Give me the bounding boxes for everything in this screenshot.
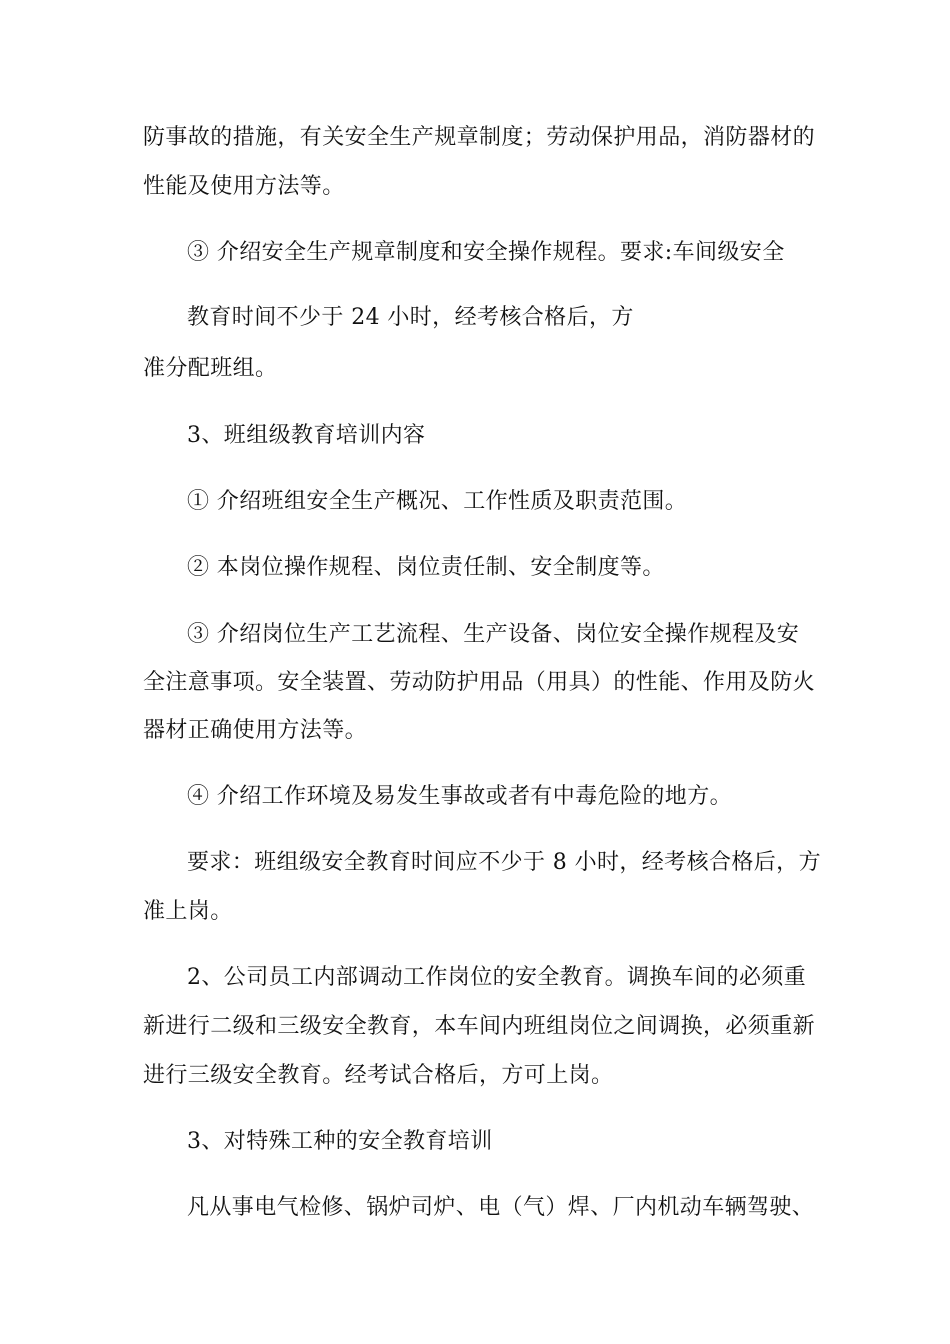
- text-line: ② 本岗位操作规程、岗位责任制、安全制度等。: [187, 555, 665, 580]
- section-heading: 3、班组级教育培训内容: [187, 423, 426, 448]
- text-line: 准分配班组。: [143, 356, 278, 381]
- text-line: ④ 介绍工作环境及易发生事故或者有中毒危险的地方。: [187, 784, 732, 809]
- text-line: 性能及使用方法等。: [143, 174, 345, 199]
- text-line: 凡从事电气检修、锅炉司炉、电（气）焊、厂内机动车辆驾驶、: [187, 1195, 815, 1220]
- text-line: 准上岗。: [143, 899, 233, 924]
- text-line: 进行三级安全教育。经考试合格后，方可上岗。: [143, 1063, 614, 1088]
- text-line: 防事故的措施，有关安全生产规章制度；劳动保护用品，消防器材的: [143, 125, 816, 150]
- text-line: 器材正确使用方法等。: [143, 718, 368, 743]
- text-line: 新进行二级和三级安全教育，本车间内班组岗位之间调换，必须重新: [143, 1014, 816, 1039]
- text-line: 全注意事项。安全装置、劳动防护用品（用具）的性能、作用及防火: [143, 670, 816, 695]
- text-line: 要求：班组级安全教育时间应不少于 8 小时，经考核合格后，方: [187, 850, 821, 875]
- text-line: 教育时间不少于 24 小时，经考核合格后，方: [187, 305, 634, 330]
- text-line: ① 介绍班组安全生产概况、工作性质及职责范围。: [187, 489, 688, 514]
- text-line: 2、公司员工内部调动工作岗位的安全教育。调换车间的必须重: [187, 965, 807, 990]
- text-line: ③ 介绍岗位生产工艺流程、生产设备、岗位安全操作规程及安: [187, 622, 800, 647]
- section-heading: 3、对特殊工种的安全教育培训: [187, 1129, 493, 1154]
- text-line: ③ 介绍安全生产规章制度和安全操作规程。要求:车间级安全: [187, 240, 785, 265]
